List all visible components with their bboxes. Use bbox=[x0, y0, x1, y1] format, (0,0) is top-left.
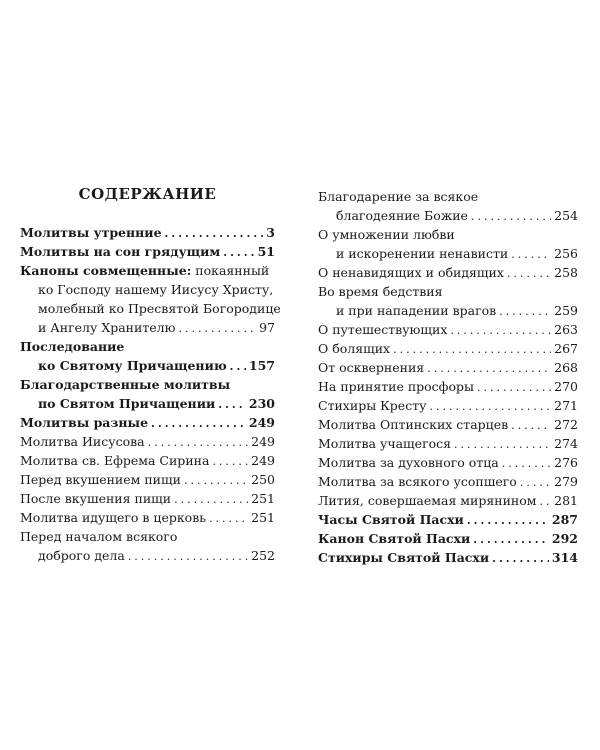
page-number: 3 bbox=[266, 225, 275, 240]
toc-line bbox=[318, 282, 578, 301]
toc-entry-title: О ненавидящих и обидящих bbox=[318, 265, 504, 280]
toc-entry-title: Лития, совершаемая мирянином bbox=[318, 493, 537, 508]
toc-entry bbox=[20, 413, 275, 433]
dot-leader bbox=[511, 416, 551, 435]
toc-entry bbox=[20, 527, 275, 566]
toc-line bbox=[318, 225, 578, 244]
dot-leader bbox=[429, 397, 551, 416]
page-number: 314 bbox=[551, 550, 578, 565]
dot-leader bbox=[148, 433, 249, 452]
page-number: 279 bbox=[554, 474, 578, 489]
toc-line bbox=[20, 223, 275, 243]
page-number: 254 bbox=[554, 208, 578, 223]
toc-line bbox=[318, 377, 578, 397]
dot-leader bbox=[427, 359, 551, 378]
toc-entry-lead: Каноны совмещенные: bbox=[20, 263, 192, 278]
toc-entry-title: От осквернения bbox=[318, 360, 425, 375]
page-number: 251 bbox=[251, 491, 275, 506]
toc-entry-title: молебный ко Пресвятой Богородице bbox=[38, 301, 281, 316]
toc-line bbox=[20, 470, 275, 490]
toc-entry-title: Во время бедствия bbox=[318, 284, 443, 299]
dot-leader bbox=[507, 264, 551, 283]
toc-entry bbox=[318, 396, 578, 416]
toc-entry-title: Молитва Иисусова bbox=[20, 434, 145, 449]
toc-entry bbox=[318, 282, 578, 321]
dot-leader bbox=[473, 530, 549, 549]
dot-leader bbox=[520, 473, 551, 492]
page-number: 274 bbox=[554, 436, 578, 451]
toc-entry bbox=[318, 320, 578, 340]
toc-entry bbox=[20, 470, 275, 490]
toc-line bbox=[20, 394, 275, 414]
toc-line bbox=[318, 339, 578, 359]
toc-entry-title: Стихиры Святой Пасхи bbox=[318, 550, 490, 565]
page-number: 292 bbox=[551, 531, 578, 546]
toc-entry bbox=[318, 548, 578, 568]
toc-entry-title: О путешествующих bbox=[318, 322, 448, 337]
dot-leader bbox=[209, 509, 248, 528]
dot-leader bbox=[212, 452, 248, 471]
page-number: 256 bbox=[554, 246, 578, 261]
dot-leader bbox=[184, 471, 248, 490]
page-number: 51 bbox=[257, 244, 275, 259]
dot-leader bbox=[471, 207, 551, 226]
toc-entry-title: О болящих bbox=[318, 341, 391, 356]
toc-line bbox=[318, 244, 578, 264]
toc-line bbox=[318, 301, 578, 321]
toc-entry-title: Перед вкушением пищи bbox=[20, 472, 181, 487]
toc-entry bbox=[20, 261, 281, 338]
page-number: 252 bbox=[251, 548, 275, 563]
dot-leader bbox=[165, 224, 264, 243]
toc-line bbox=[20, 432, 275, 452]
page-number: 249 bbox=[248, 415, 275, 430]
toc-line bbox=[318, 396, 578, 416]
toc-entry-title: Молитвы утренние bbox=[20, 225, 162, 240]
toc-entry-title: Молитвы разные bbox=[20, 415, 149, 430]
dot-leader bbox=[492, 549, 549, 568]
dot-leader bbox=[223, 243, 254, 262]
toc-entry bbox=[318, 491, 578, 511]
page-number: 272 bbox=[554, 417, 578, 432]
toc-entry bbox=[20, 242, 275, 262]
toc-entry bbox=[318, 529, 578, 549]
page-number: 251 bbox=[251, 510, 275, 525]
toc-entry-title: доброго дела bbox=[38, 548, 125, 563]
dot-leader bbox=[174, 490, 248, 509]
toc-entry bbox=[20, 508, 275, 528]
toc-line bbox=[318, 358, 578, 378]
toc-entry-title: О умножении любви bbox=[318, 227, 455, 242]
dot-leader bbox=[477, 378, 551, 397]
toc-entry bbox=[318, 510, 578, 530]
toc-entry bbox=[20, 451, 275, 471]
page-number: 249 bbox=[251, 453, 275, 468]
toc-line bbox=[318, 510, 578, 530]
dot-leader bbox=[502, 454, 551, 473]
toc-line bbox=[20, 299, 281, 318]
page-number: 287 bbox=[551, 512, 578, 527]
toc-entry bbox=[318, 377, 578, 397]
toc-entry bbox=[318, 434, 578, 454]
toc-entry-title: Каноны совмещенные: покаянный bbox=[20, 263, 270, 278]
toc-line bbox=[20, 489, 275, 509]
toc-entry bbox=[20, 375, 275, 414]
toc-line bbox=[20, 356, 275, 376]
toc-entry-title: Молитва Оптинских старцев bbox=[318, 417, 509, 432]
toc-entry-title: Молитва идущего в церковь bbox=[20, 510, 207, 525]
toc-line bbox=[20, 375, 275, 394]
dot-leader bbox=[218, 395, 246, 414]
toc-entry-title: Молитва св. Ефрема Сирина bbox=[20, 453, 210, 468]
toc-entry-title: Благодарственные молитвы bbox=[20, 377, 231, 392]
toc-line bbox=[20, 451, 275, 471]
toc-entry bbox=[20, 432, 275, 452]
dot-leader bbox=[151, 414, 246, 433]
page-number: 271 bbox=[554, 398, 578, 413]
page-number: 97 bbox=[259, 320, 275, 335]
page-number: 281 bbox=[554, 493, 578, 508]
dot-leader bbox=[499, 302, 551, 321]
toc-entry-title: и искоренении ненависти bbox=[336, 246, 509, 261]
page-number: 157 bbox=[248, 358, 275, 373]
toc-entry-title: Благодарение за всякое bbox=[318, 189, 479, 204]
dot-leader bbox=[467, 511, 549, 530]
page-number: 268 bbox=[554, 360, 578, 375]
toc-line bbox=[318, 415, 578, 435]
toc-entry-title: На принятие просфоры bbox=[318, 379, 474, 394]
toc-entry-title: Молитва за духовного отца bbox=[318, 455, 499, 470]
page-number: 263 bbox=[554, 322, 578, 337]
dot-leader bbox=[393, 340, 551, 359]
toc-line bbox=[318, 472, 578, 492]
toc-line bbox=[20, 242, 275, 262]
dot-leader bbox=[540, 492, 552, 511]
dot-leader bbox=[450, 321, 551, 340]
toc-entry-title: Последование bbox=[20, 339, 125, 354]
page-number: 249 bbox=[251, 434, 275, 449]
page-number: 230 bbox=[248, 396, 275, 411]
toc-entry-title: благодеяние Божие bbox=[336, 208, 468, 223]
dot-leader bbox=[511, 245, 551, 264]
toc-line bbox=[20, 280, 275, 299]
page-number: 267 bbox=[554, 341, 578, 356]
toc-entry-title: по Святом Причащении bbox=[38, 396, 216, 411]
toc-line bbox=[318, 320, 578, 340]
toc-line bbox=[20, 318, 275, 338]
toc-entry-title: ко Господу нашему Иисусу Христу, bbox=[38, 282, 274, 297]
toc-entry bbox=[318, 415, 578, 435]
toc-entry bbox=[318, 358, 578, 378]
toc-entry-title: Часы Святой Пасхи bbox=[318, 512, 464, 527]
toc-line bbox=[20, 527, 275, 546]
toc-entry bbox=[20, 489, 275, 509]
toc-entry-title: Молитвы на сон грядущим bbox=[20, 244, 221, 259]
toc-line bbox=[318, 434, 578, 454]
dot-leader bbox=[454, 435, 551, 454]
toc-line bbox=[318, 529, 578, 549]
toc-entry-title: ко Святому Причащению bbox=[38, 358, 227, 373]
page-number: 270 bbox=[554, 379, 578, 394]
toc-line bbox=[20, 508, 275, 528]
toc-entry-title: Молитва за всякого усопшего bbox=[318, 474, 517, 489]
toc-line bbox=[20, 413, 275, 433]
toc-entry-title: После вкушения пищи bbox=[20, 491, 172, 506]
toc-line bbox=[20, 261, 275, 280]
toc-entry-title: Молитва учащегося bbox=[318, 436, 452, 451]
toc-entry bbox=[20, 337, 275, 376]
toc-line bbox=[318, 206, 578, 226]
toc-entry bbox=[318, 339, 578, 359]
toc-entry bbox=[318, 263, 578, 283]
toc-line bbox=[318, 548, 578, 568]
toc-entry bbox=[20, 223, 275, 243]
dot-leader bbox=[230, 357, 246, 376]
toc-entry bbox=[318, 472, 578, 492]
toc-line bbox=[318, 491, 578, 511]
toc-entry-title: и при нападении врагов bbox=[336, 303, 497, 318]
page-number: 250 bbox=[251, 472, 275, 487]
toc-entry-title: Стихиры Кресту bbox=[318, 398, 427, 413]
toc-entry-title: Канон Святой Пасхи bbox=[318, 531, 471, 546]
toc-line bbox=[318, 263, 578, 283]
page-number: 276 bbox=[554, 455, 578, 470]
page-title: СОДЕРЖАНИЕ bbox=[78, 185, 217, 203]
toc-entry-title: Перед началом всякого bbox=[20, 529, 178, 544]
toc-entry bbox=[318, 187, 578, 226]
toc-line bbox=[318, 453, 578, 473]
toc-entry-title: и Ангелу Хранителю bbox=[38, 320, 176, 335]
toc-entry bbox=[318, 225, 578, 264]
dot-leader bbox=[178, 319, 256, 338]
page-number: 259 bbox=[554, 303, 578, 318]
toc-entry bbox=[318, 453, 578, 473]
toc-line bbox=[20, 337, 275, 356]
dot-leader bbox=[128, 547, 248, 566]
toc-line bbox=[20, 546, 275, 566]
toc-line bbox=[318, 187, 578, 206]
page-number: 258 bbox=[554, 265, 578, 280]
